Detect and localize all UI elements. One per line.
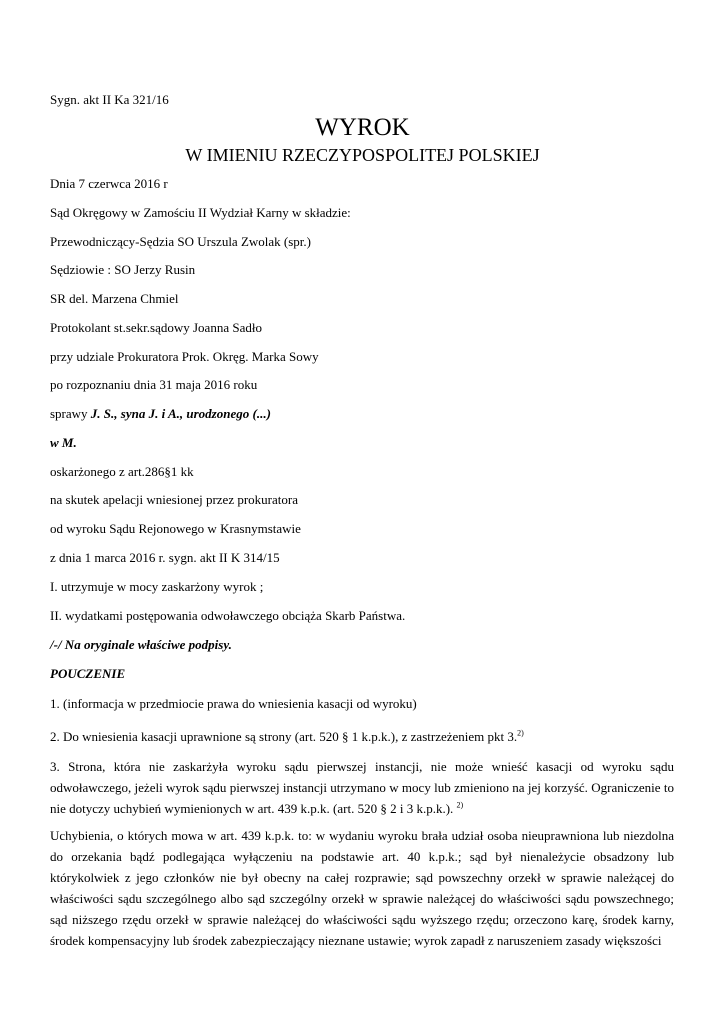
footnote-ref: 2)	[456, 800, 464, 810]
footnote-ref: 2)	[517, 728, 524, 738]
case-person: J. S., syna J. i A., urodzonego (...)	[90, 406, 271, 421]
document-subtitle: W IMIENIU RZECZYPOSPOLITEJ POLSKIEJ	[185, 145, 540, 165]
case-number: Sygn. akt II Ka 321/16	[50, 92, 169, 107]
charge: oskarżonego z art.286§1 kk	[50, 464, 194, 479]
document-title: WYROK	[315, 114, 410, 141]
second-judge: SR del. Marzena Chmiel	[50, 291, 179, 306]
lower-judgment-date: z dnia 1 marca 2016 r. sygn. akt II K 314/15	[50, 550, 280, 565]
lower-court-judgment: od wyroku Sądu Rejonowego w Krasnymstawie	[50, 521, 301, 536]
court-clerk: Protokolant st.sekr.sądowy Joanna Sadło	[50, 320, 262, 335]
prosecutor: przy udziale Prokuratora Prok. Okręg. Marka Sowy	[50, 349, 319, 364]
uchybienia-paragraph: Uchybienia, o których mowa w art. 439 k.p.k. to: w wydaniu wyroku brała udział osoba nieuprawniona lub niezdolna do orzekania bądź podlegająca wyłączeniu na podstawie art. 40 k.p.k.; sąd był nienależycie obsadzony lub którykolwiek z jego członków nie był obecny na całej rozprawie; sąd powszechny orzekł w sprawie należącej do właściwości sądu szczególnego albo sąd szczególny orzekł w sprawie należącej do właściwości sądu powszechnego; sąd niższego rzędu orzekł w sprawie należącej do właściwości sądu wyższego rzędu; orzeczono karę, środek karny, środek kompensacyjny lub środek zabezpieczający nieznane ustawie; wyrok zapadł z naruszeniem zasady większości	[50, 828, 674, 948]
judgment-date: Dnia 7 czerwca 2016 r	[50, 176, 168, 191]
ruling-2: II. wydatkami postępowania odwoławczego obciąża Skarb Państwa.	[50, 608, 406, 623]
presiding-judge: Przewodniczący-Sędzia SO Urszula Zwolak (spr.)	[50, 234, 311, 249]
judges: Sędziowie : SO Jerzy Rusin	[50, 262, 196, 277]
ruling-1: I. utrzymuje w mocy zaskarżony wyrok ;	[50, 579, 264, 594]
court-name: Sąd Okręgowy w Zamościu II Wydział Karny w składzie:	[50, 205, 351, 220]
instruction-item-3	[50, 756, 674, 819]
instruction-header: POUCZENIE	[50, 666, 126, 681]
case-place: w M.	[50, 435, 77, 450]
instruction-item-1: 1. (informacja w przedmiocie prawa do wniesienia kasacji od wyroku)	[50, 696, 417, 711]
appeal-info: na skutek apelacji wniesionej przez prokuratora	[50, 492, 298, 507]
case-subject	[50, 406, 271, 422]
hearing-date: po rozpoznaniu dnia 31 maja 2016 roku	[50, 377, 258, 392]
instruction-item-2	[50, 729, 524, 745]
case-prefix: sprawy	[50, 406, 91, 421]
signatures-note: /-/ Na oryginale właściwe podpisy.	[50, 637, 232, 652]
instruction-item-3-text: 3. Strona, która nie zaskarżyła wyroku sądu pierwszej instancji, nie może wnieść kasacji od wyroku sądu odwoławczego, jeżeli wyrok sądu pierwszej instancji utrzymano w mocy lub zmieniono na jej korzyść. Ograniczenie to nie dotyczy uchybień wymienionych w art. 439 k.p.k. (art. 520 § 2 i 3 k.p.k.).	[50, 759, 674, 816]
instruction-item-2-text: 2. Do wniesienia kasacji uprawnione są strony (art. 520 § 1 k.p.k.), z zastrzeżeniem pkt 3.	[50, 729, 518, 744]
